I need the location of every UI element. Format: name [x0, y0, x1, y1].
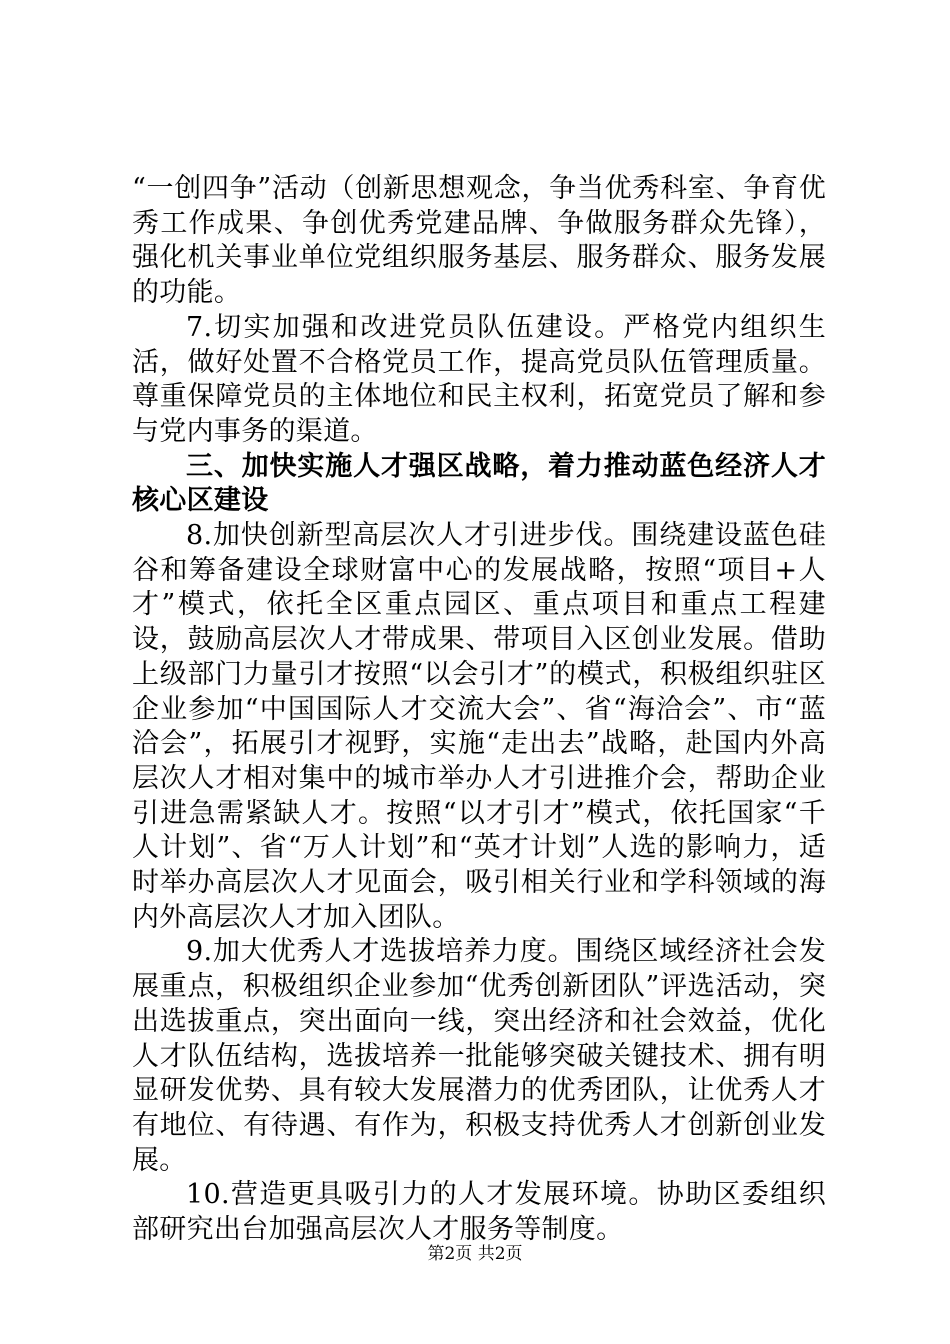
- paragraph-item-9: 9.加大优秀人才选拔培养力度。围绕区域经济社会发展重点，积极组织企业参加“优秀创新团队”评选活动，突出选拔重点，突出面向一线，突出经济和社会效益，优化人才队伍结构，选拔培养一批能够突破关键技术、拥有明显研发优势、具有较大发展潜力的优秀团队，让优秀人才有地位、有待遇、有作为，积极支持优秀人才创新创业发展。: [132, 936, 826, 1176]
- paragraph-activity-continuation: “一创四争”活动（创新思想观念，争当优秀科室、争育优秀工作成果、争创优秀党建品牌、争做服务群众先锋），强化机关事业单位党组织服务基层、服务群众、服务发展的功能。: [132, 173, 826, 309]
- paragraph-item-10: 10.营造更具吸引力的人才发展环境。协助区委组织部研究出台加强高层次人才服务等制度。: [132, 1179, 826, 1246]
- page-number-footer: 第2页 共2页: [427, 1244, 523, 1264]
- paragraph-item-8: 8.加快创新型高层次人才引进步伐。围绕建设蓝色硅谷和筹备建设全球财富中心的发展战略，按照“项目+人才”模式，依托全区重点园区、重点项目和重点工程建设，鼓励高层次人才带成果、带项目入区创业发展。借助上级部门力量引才按照“以会引才”的模式，积极组织驻区企业参加“中国国际人才交流大会”、省“海洽会”、市“蓝洽会”，拓展引才视野，实施“走出去”战略，赴国内外高层次人才相对集中的城市举办人才引进推介会，帮助企业引进急需紧缺人才。按照“以才引才”模式，依托国家“千人计划”、省“万人计划”和“英才计划”人选的影响力，适时举办高层次人才见面会，吸引相关行业和学科领域的海内外高层次人才加入团队。: [132, 520, 826, 933]
- document-body: [132, 172, 826, 1248]
- section-heading-3: 三、加快实施人才强区战略，着力推动蓝色经济人才核心区建设: [132, 450, 826, 517]
- paragraph-item-7: 7.切实加强和改进党员队伍建设。严格党内组织生活，做好处置不合格党员工作，提高党员队伍管理质量。尊重保障党员的主体地位和民主权利，拓宽党员了解和参与党内事务的渠道。: [132, 311, 826, 447]
